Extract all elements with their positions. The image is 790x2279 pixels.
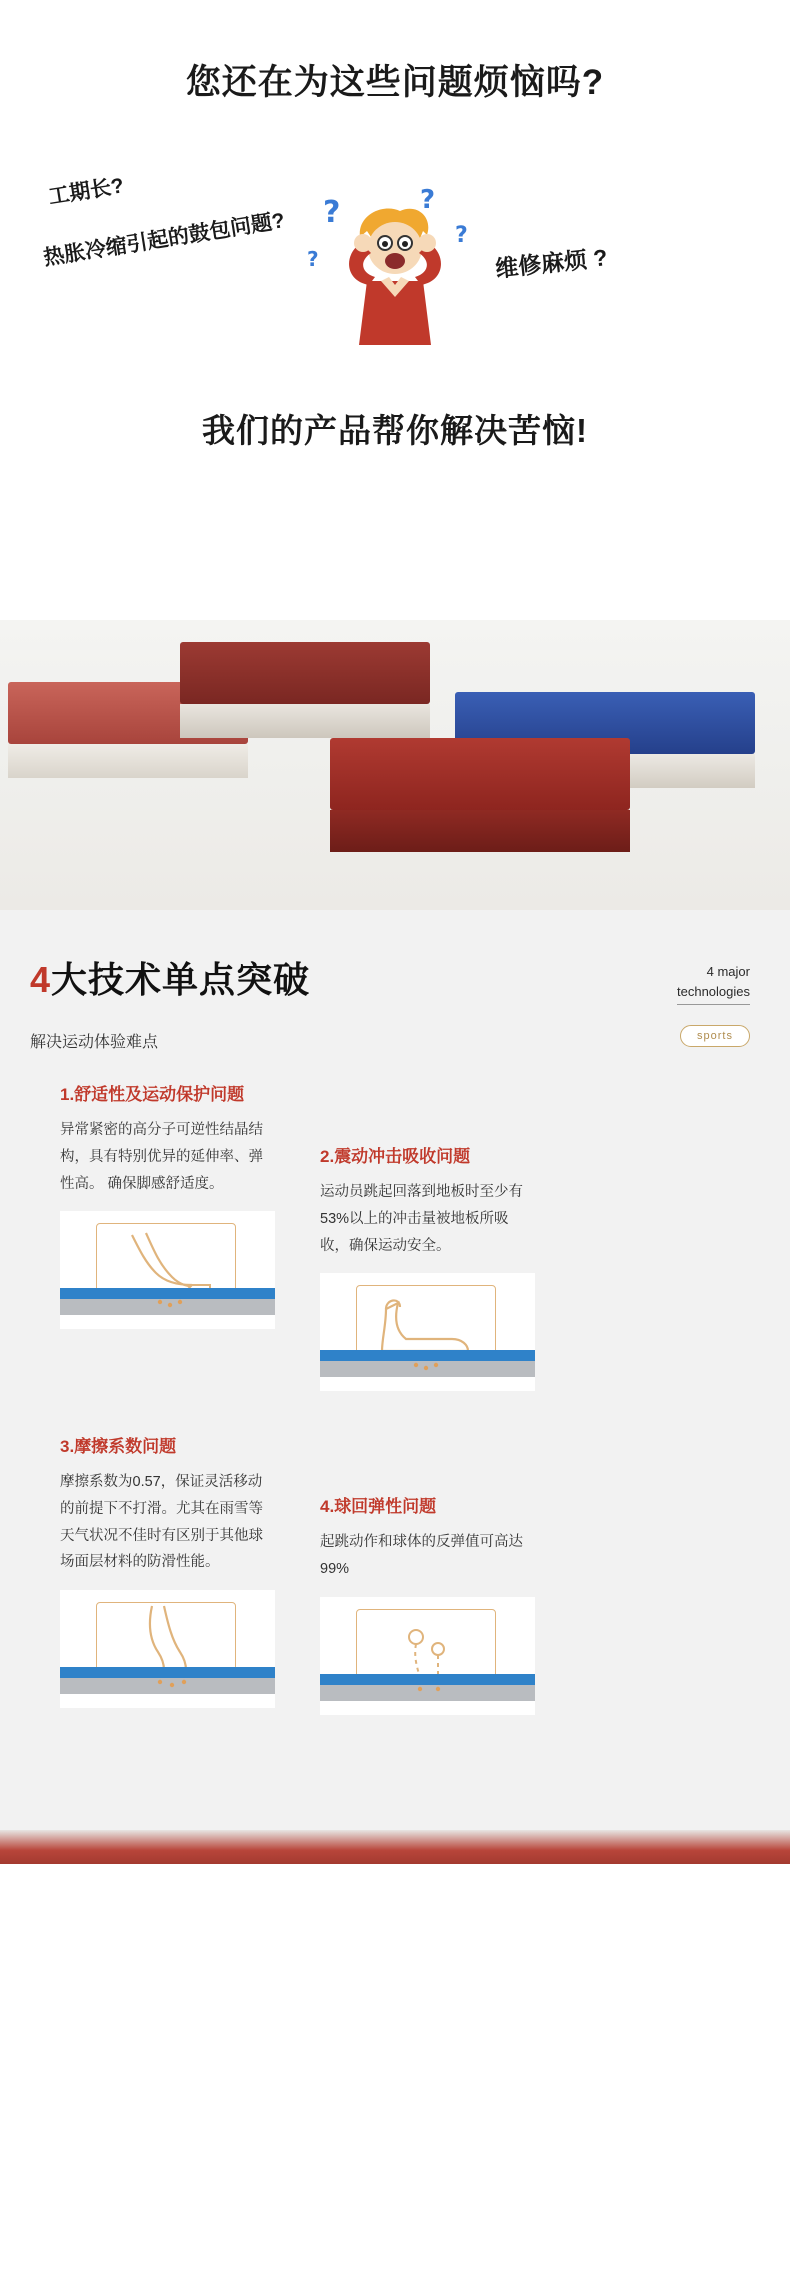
bottom-color-strip xyxy=(0,1830,790,1864)
tech-card-4-title xyxy=(320,1492,535,1517)
problem-tag-3: 维修麻烦 ? xyxy=(494,244,609,282)
tech-english-label xyxy=(677,962,750,1005)
tech-cards-grid xyxy=(30,1080,760,1780)
tech-card-3-body: 摩擦系数为0.57，保证灵活移动的前提下不打滑。尤其在雨雪等天气状况不佳时有区别于其他球场面层材料的防滑性能。 xyxy=(60,1474,263,1571)
ball-bounce-icon xyxy=(320,1597,535,1715)
question-mark-icon: ? xyxy=(307,247,319,271)
tech-card-3 xyxy=(60,1432,275,1708)
tech-card-1-heading: 舒适性及运动保护问题 xyxy=(74,1085,245,1104)
tech-english-line2: technologies xyxy=(677,983,750,999)
question-mark-icon: ? xyxy=(455,223,468,248)
technology-section xyxy=(0,910,790,1830)
question-mark-icon: ? xyxy=(323,195,341,230)
problem-tag-1: 工期长? xyxy=(46,174,126,209)
sports-badge: sports xyxy=(680,1025,750,1047)
leg-impact-icon xyxy=(60,1211,275,1329)
tech-subtitle: 解决运动体验难点 xyxy=(30,1034,159,1051)
problems-section xyxy=(0,0,790,620)
tech-card-4-number: 4. xyxy=(320,1497,335,1516)
tech-card-1 xyxy=(60,1080,275,1329)
confused-person-illustration xyxy=(305,185,485,370)
tech-card-2-title xyxy=(320,1142,535,1167)
question-mark-icon: ? xyxy=(420,185,436,215)
tech-card-4-heading: 球回弹性问题 xyxy=(334,1497,437,1516)
tech-card-2-number: 2. xyxy=(320,1147,335,1166)
problem-tags-group xyxy=(0,165,790,395)
tech-card-1-title xyxy=(60,1080,275,1105)
tech-card-1-number: 1. xyxy=(60,1085,75,1104)
slab-dark-red xyxy=(180,642,430,738)
tech-card-2 xyxy=(320,1142,535,1391)
foot-landing-icon xyxy=(320,1273,535,1391)
tech-card-3-number: 3. xyxy=(60,1437,75,1456)
tech-subtitle-row xyxy=(30,1029,760,1052)
tech-card-2-body: 运动员跳起回落到地板时至少有53%以上的冲击量被地板所吸收，确保运动安全。 xyxy=(320,1184,523,1254)
tech-card-4 xyxy=(320,1492,535,1715)
tech-english-line1: 4 major xyxy=(706,964,750,979)
tech-card-4-body: 起跳动作和球体的反弹值可高达99% xyxy=(320,1534,523,1577)
tech-title-text: 大技术单点突破 xyxy=(51,959,311,1000)
tech-title-number: 4 xyxy=(30,959,52,1000)
tech-title xyxy=(30,952,760,1003)
tech-card-1-body: 异常紧密的高分子可逆性结晶结构，具有特别优异的延伸率、弹性高。 确保脚感舒适度。 xyxy=(60,1122,263,1192)
tech-card-3-title xyxy=(60,1432,275,1457)
tech-card-3-heading: 摩擦系数问题 xyxy=(74,1437,177,1456)
solution-headline: 我们的产品帮你解决苦恼! xyxy=(202,412,588,449)
slab-crimson xyxy=(330,738,630,852)
problem-tag-2: 热胀冷缩引起的鼓包问题? xyxy=(41,209,287,270)
tech-header xyxy=(30,952,760,1003)
legs-running-icon xyxy=(60,1590,275,1708)
tech-card-2-heading: 震动冲击吸收问题 xyxy=(334,1147,471,1166)
page-title: 您还在为这些问题烦恼吗? xyxy=(185,63,605,102)
product-photo xyxy=(0,620,790,910)
